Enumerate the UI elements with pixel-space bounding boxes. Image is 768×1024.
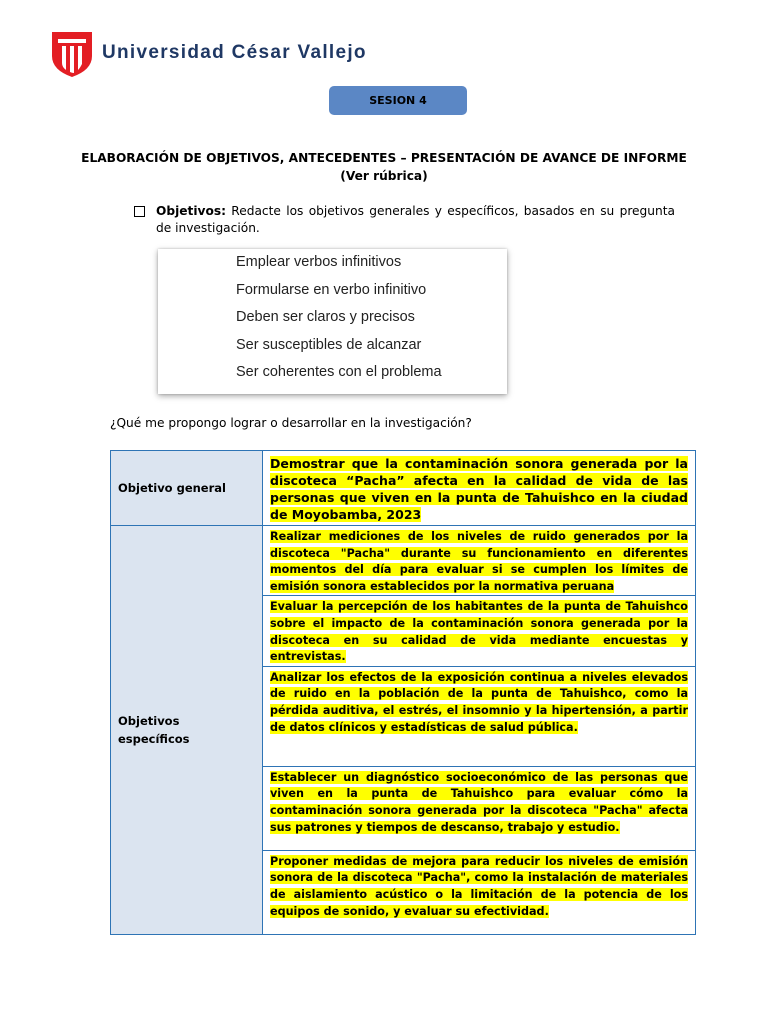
specific-objective-cell (263, 666, 696, 766)
specific-objective-text: Evaluar la percepción de los habitantes de la punta de Tahuishco sobre el impacto de la contaminación sonora generada por la discoteca en su calidad de vida mediante encuestas y entrevistas. (270, 600, 688, 664)
specific-objective-text: Establecer un diagnóstico socioeconómico de las personas que viven en la punta de Tahuishco para evaluar cómo la contaminación sonora generada por la discoteca "Pacha" afecta sus patrones y tiempos de descanso, trabajo y estudio. (270, 770, 688, 834)
table-row (111, 451, 696, 526)
specific-objective-text: Realizar mediciones de los niveles de ruido generados por la discoteca "Pacha" durante su funcionamiento en diferentes momentos del día para evaluar si se cumplen los límites de emisión sonora establecidos por la normativa peruana (270, 530, 688, 593)
specific-objective-cell (263, 766, 696, 850)
objectives-label: Objetivos: (156, 204, 226, 218)
general-objective-text: Demostrar que la contaminación sonora generada por la discoteca “Pacha” afecta en la calidad de vida de las personas que viven en la punta de Tahuishco en la ciudad de Moyobamba, 2023 (270, 456, 688, 522)
research-question: ¿Qué me propongo lograr o desarrollar en la investigación? (110, 416, 472, 430)
specific-objective-text: Proponer medidas de mejora para reducir los niveles de emisión sonora de la discoteca "Pacha", como la instalación de materiales de aislamiento acústico o la limitación de la potencia de los equipos de sonido, y evaluar su efectividad. (270, 854, 688, 918)
tips-list (236, 252, 442, 390)
tip-item: Deben ser claros y precisos (236, 309, 415, 326)
ucv-shield-icon (50, 30, 94, 78)
tip-item: Ser coherentes con el problema (236, 364, 442, 381)
objectives-instruction (156, 203, 675, 237)
tip-item: Ser susceptibles de alcanzar (236, 336, 422, 353)
objectives-table (110, 450, 696, 935)
tip-item: Formularse en verbo infinitivo (236, 281, 427, 298)
page-title: ELABORACIÓN DE OBJETIVOS, ANTECEDENTES – PRESENTACIÓN DE AVANCE DE INFORME (81, 151, 687, 165)
specific-objective-cell (263, 850, 696, 934)
tips-card (158, 249, 507, 394)
specific-objective-cell (263, 596, 696, 666)
table-row (111, 526, 696, 596)
university-name: Universidad César Vallejo (102, 42, 367, 63)
objectives-text: Redacte los objetivos generales y específicos, basados en su pregunta de investigación. (156, 204, 675, 235)
session-badge: SESION 4 (329, 86, 467, 115)
specific-objectives-label-text: Objetivos específicos (118, 713, 190, 746)
page-subtitle: (Ver rúbrica) (340, 169, 428, 183)
specific-objective-cell (263, 526, 696, 596)
specific-objectives-label (111, 526, 263, 935)
general-objective-label: Objetivo general (111, 451, 263, 526)
specific-objective-text: Analizar los efectos de la exposición continua a niveles elevados de ruido en la población de la punta de Tahuishco, como la pérdida auditiva, el estrés, el insomnio y la hipertensión, a partir de datos clínicos y estadísticas de salud pública. (270, 670, 688, 734)
university-logo (50, 30, 370, 80)
general-objective-cell (263, 451, 696, 526)
checkbox-bullet-icon (134, 206, 145, 217)
tip-item: Emplear verbos infinitivos (236, 254, 402, 270)
